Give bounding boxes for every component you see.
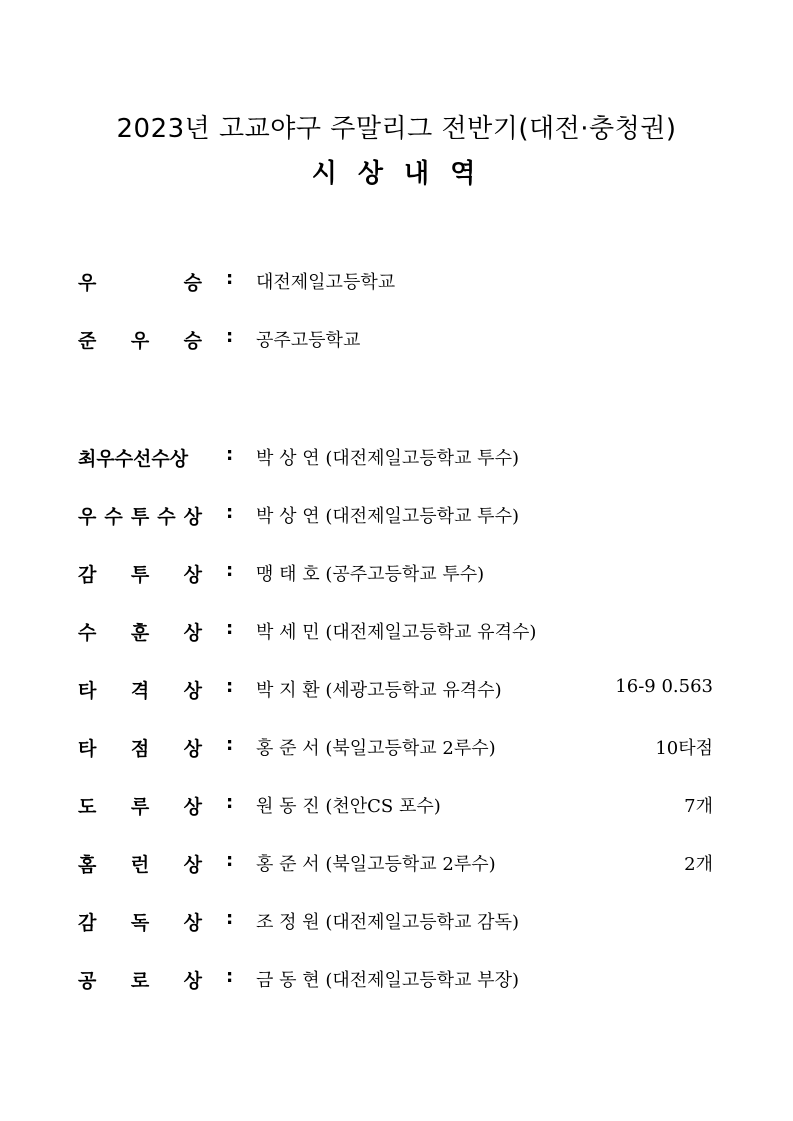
award-colon: : xyxy=(226,618,234,639)
award-label-char: 점 xyxy=(130,738,150,760)
award-label-char: 공 xyxy=(78,970,97,992)
award-stat: 10타점 xyxy=(655,738,713,759)
award-label xyxy=(78,908,202,935)
award-colon: : xyxy=(226,734,234,755)
award-label-char: 타 xyxy=(78,738,97,760)
award-label-char: 감 xyxy=(78,912,97,934)
award-recipient: 공주고등학교 xyxy=(256,330,361,351)
document-subtitle: 시 상 내 역 xyxy=(311,159,482,189)
award-label xyxy=(78,560,202,587)
award-label-char: 승 xyxy=(183,272,202,294)
award-label-char: 런 xyxy=(130,854,150,876)
award-stat: 2개 xyxy=(684,854,713,875)
award-colon: : xyxy=(226,326,234,347)
award-recipient: 박 상 연 (대전제일고등학교 투수) xyxy=(256,506,519,527)
award-label-char: 준 xyxy=(78,330,97,352)
award-label-char: 우 xyxy=(130,330,150,352)
award-label xyxy=(78,326,202,353)
award-recipient: 대전제일고등학교 xyxy=(256,272,396,293)
award-recipient: 원 동 진 (천안CS 포수) xyxy=(256,796,441,817)
award-label-char: 상 xyxy=(183,564,202,586)
award-label-char: 루 xyxy=(130,796,150,818)
award-label xyxy=(78,618,202,645)
award-stat: 7개 xyxy=(684,796,713,817)
award-label-char: 상 xyxy=(183,622,202,644)
award-row xyxy=(0,618,793,648)
award-row xyxy=(0,908,793,938)
award-label xyxy=(78,676,202,703)
award-recipient: 홍 준 서 (북일고등학교 2루수) xyxy=(256,738,496,759)
award-recipient: 박 세 민 (대전제일고등학교 유격수) xyxy=(256,622,537,643)
award-recipient: 홍 준 서 (북일고등학교 2루수) xyxy=(256,854,496,875)
award-row xyxy=(0,326,793,356)
award-colon: : xyxy=(226,268,234,289)
award-label-char: 감 xyxy=(78,564,97,586)
award-colon: : xyxy=(226,560,234,581)
award-label xyxy=(78,792,202,819)
award-row xyxy=(0,966,793,996)
award-stat: 16-9 0.563 xyxy=(615,676,713,697)
award-label xyxy=(78,502,202,529)
award-label xyxy=(78,268,202,295)
award-label-char: 홈 xyxy=(78,854,97,876)
award-recipient: 조 정 원 (대전제일고등학교 감독) xyxy=(256,912,519,933)
award-label-char: 상 xyxy=(183,796,202,818)
award-label-char: 상 xyxy=(183,912,202,934)
award-label-char: 수 xyxy=(157,506,176,528)
award-row xyxy=(0,268,793,298)
award-colon: : xyxy=(226,676,234,697)
award-label-char: 훈 xyxy=(130,622,150,644)
award-recipient: 맹 태 호 (공주고등학교 투수) xyxy=(256,564,485,585)
award-label-char: 최우수선수상 xyxy=(78,448,189,470)
award-colon: : xyxy=(226,444,234,465)
award-label xyxy=(78,966,202,993)
award-label-char: 우 xyxy=(78,272,97,294)
award-label-char: 상 xyxy=(183,854,202,876)
award-row xyxy=(0,734,793,764)
award-recipient: 박 상 연 (대전제일고등학교 투수) xyxy=(256,448,519,469)
award-row xyxy=(0,792,793,822)
award-label-char: 상 xyxy=(183,506,202,528)
award-colon: : xyxy=(226,792,234,813)
award-label-char: 독 xyxy=(130,912,150,934)
award-label-char: 격 xyxy=(130,680,150,702)
award-colon: : xyxy=(226,966,234,987)
award-row xyxy=(0,560,793,590)
award-label-char: 수 xyxy=(104,506,123,528)
award-label-char: 도 xyxy=(78,796,97,818)
award-label-char: 로 xyxy=(130,970,150,992)
award-label-char: 승 xyxy=(183,330,202,352)
award-recipient: 금 동 현 (대전제일고등학교 부장) xyxy=(256,970,519,991)
award-label xyxy=(78,850,202,877)
award-label-char: 상 xyxy=(183,738,202,760)
award-label-char: 타 xyxy=(78,680,97,702)
award-label xyxy=(78,734,202,761)
award-colon: : xyxy=(226,908,234,929)
award-row xyxy=(0,676,793,706)
award-label-char: 상 xyxy=(183,970,202,992)
award-colon: : xyxy=(226,502,234,523)
award-row xyxy=(0,850,793,880)
award-colon: : xyxy=(226,850,234,871)
award-row xyxy=(0,444,793,474)
award-label-char: 수 xyxy=(78,622,97,644)
award-label xyxy=(78,444,202,471)
award-row xyxy=(0,502,793,532)
document-title: 2023년 고교야구 주말리그 전반기(대전·충청권) xyxy=(116,114,677,144)
award-label-char: 투 xyxy=(130,564,150,586)
award-label-char: 우 xyxy=(78,506,97,528)
award-label-char: 투 xyxy=(130,506,150,528)
award-label-char: 상 xyxy=(183,680,202,702)
award-recipient: 박 지 환 (세광고등학교 유격수) xyxy=(256,680,502,701)
